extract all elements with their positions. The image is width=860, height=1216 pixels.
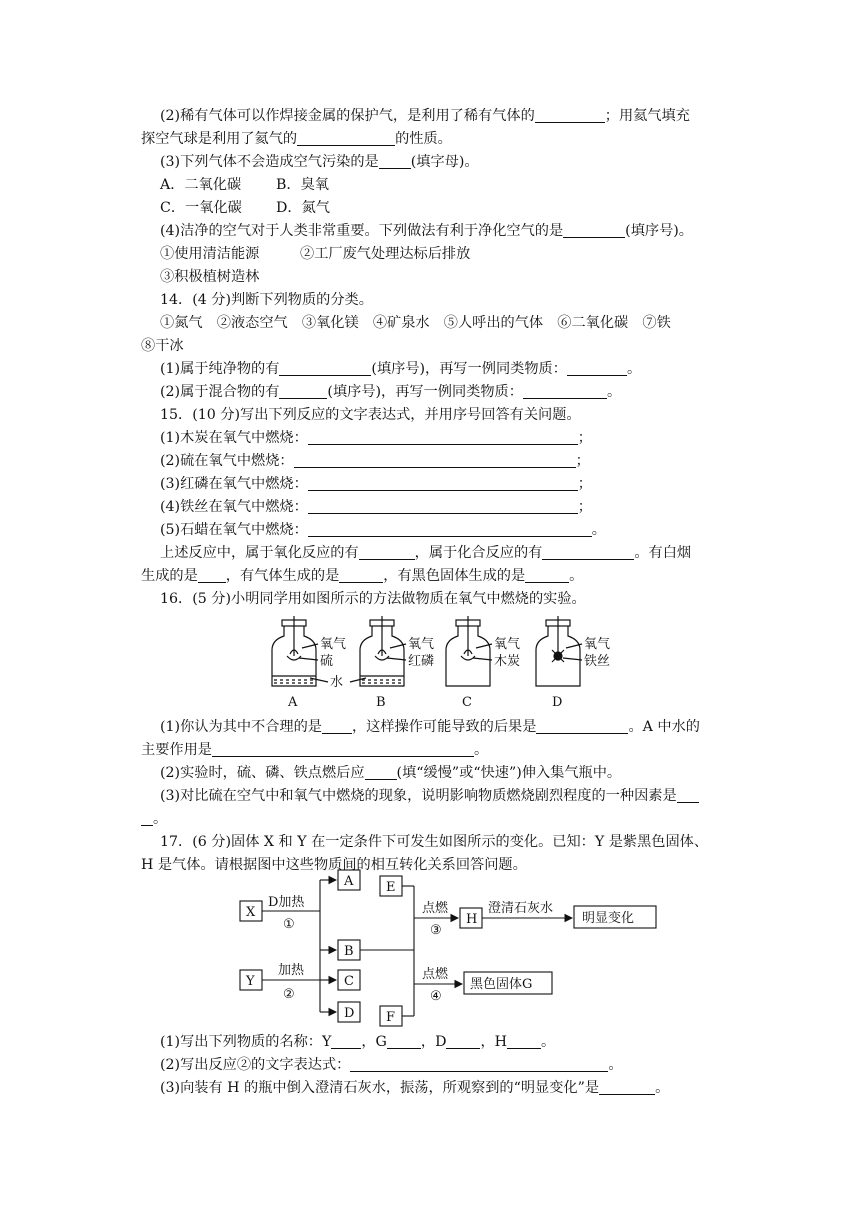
q13-options-cd: [160, 198, 330, 218]
answer-blank[interactable]: [294, 452, 576, 468]
option-d: D．氮气: [276, 200, 330, 216]
text: ⑧干冰: [141, 338, 184, 354]
q15-stem: [160, 405, 581, 425]
text: (填“缓慢”或“快速”)伸入集气瓶中。: [396, 765, 622, 781]
text: ，D: [420, 1034, 447, 1050]
label-step-4: ④: [430, 989, 442, 1004]
leader-line: [563, 658, 582, 660]
text: 生成的是: [141, 568, 198, 584]
answer-blank[interactable]: [365, 764, 397, 780]
label-sulfur: 硫: [320, 654, 334, 669]
text: 上述反应中，属于氧化反应的有: [160, 545, 359, 561]
text: (2)写出反应②的文字表达式：: [160, 1057, 351, 1073]
label-d: D: [552, 695, 563, 710]
text: (4)铁丝在氧气中燃烧：: [160, 499, 308, 515]
text: (填字母)。: [410, 154, 479, 170]
question-stem: 14．(4 分)判断下列物质的分类。: [160, 292, 373, 308]
text: (4)洁净的空气对于人类非常重要。下列做法有利于净化空气的是: [160, 223, 564, 239]
q16-line-3: [160, 786, 699, 806]
answer-blank[interactable]: [331, 1033, 361, 1049]
text: 探空气球是利用了氦气的: [141, 131, 298, 147]
text: (3)下列气体不会造成空气污染的是: [160, 154, 379, 170]
text: ；用氦气填充: [604, 108, 690, 124]
label-c: C: [344, 974, 354, 989]
reaction-flow-diagram: [236, 866, 666, 1030]
option-b: B．臭氧: [276, 177, 329, 193]
label-oxygen: 氧气: [584, 637, 611, 652]
answer-blank[interactable]: [507, 1033, 541, 1049]
text: (2)稀有气体可以作焊接金属的保护气，是利用了稀有气体的: [160, 108, 535, 124]
answer-blank[interactable]: [446, 1033, 480, 1049]
label-step-3: ③: [430, 923, 442, 938]
label-charcoal: 木炭: [494, 654, 521, 669]
q16-line-1: [160, 717, 700, 737]
answer-blank[interactable]: [339, 567, 383, 583]
text: 。: [608, 1057, 623, 1073]
text: ，有气体生成的是: [225, 568, 340, 584]
spoon: [375, 656, 389, 660]
text: (2)硫在氧气中燃烧：: [160, 453, 294, 469]
text: 。: [153, 811, 168, 827]
text: 。: [591, 522, 606, 538]
text: ，有黑色固体生成的是: [383, 568, 526, 584]
label-d: D: [344, 1006, 355, 1021]
text: 。: [569, 568, 584, 584]
text: ，属于化合反应的有: [414, 545, 543, 561]
spoon: [287, 656, 301, 660]
label-limewater: 澄清石灰水: [488, 901, 554, 916]
label-b: B: [344, 944, 354, 959]
answer-blank[interactable]: [322, 718, 352, 734]
option-c: C．一氧化碳: [160, 200, 242, 216]
jar-a: [272, 616, 346, 710]
text: (填序号)。: [625, 223, 693, 239]
q13-options-3: [160, 267, 259, 287]
q15-r1: [160, 428, 592, 448]
question-stem: 17．(6 分)固体 X 和 Y 在一定条件下可发生如图所示的变化。已知：Y 是紫黑色固体、: [160, 834, 709, 850]
label-oxygen: 氧气: [408, 637, 435, 652]
leader-line: [387, 658, 406, 660]
q15-r5: [160, 520, 606, 540]
label-red-phosphorus: 红磷: [408, 654, 435, 669]
q14-line-2: [160, 382, 621, 402]
label-d-heat: D加热: [268, 895, 305, 910]
answer-blank[interactable]: [523, 383, 607, 399]
answer-blank[interactable]: [308, 475, 578, 491]
leader-line: [473, 658, 492, 660]
answer-blank[interactable]: [308, 498, 578, 514]
answer-blank[interactable]: [308, 521, 592, 537]
text: 。: [541, 1034, 556, 1050]
text: (填序号)，再写一例同类物质：: [371, 361, 567, 377]
q15-summary-b: [141, 566, 583, 586]
answer-blank[interactable]: [599, 1079, 655, 1095]
text: ；: [577, 476, 592, 492]
q16-stem: [160, 589, 586, 609]
text: ；: [577, 499, 592, 515]
answer-blank[interactable]: [535, 107, 605, 123]
answer-blank[interactable]: [297, 130, 395, 146]
answer-blank[interactable]: [279, 383, 327, 399]
answer-blank[interactable]: [379, 153, 411, 169]
q15-r2: [160, 451, 590, 471]
text: (1)木炭在氧气中燃烧：: [160, 430, 308, 446]
text: (2)属于混合物的有: [160, 384, 280, 400]
label-ignite: 点燃: [422, 901, 449, 916]
answer-blank[interactable]: [198, 567, 226, 583]
text: ①氮气 ②液态空气 ③氧化镁 ④矿泉水 ⑤人呼出的气体 ⑥二氧化碳 ⑦铁: [160, 315, 671, 331]
text: 主要作用是: [141, 742, 212, 758]
label-heat: 加热: [278, 963, 305, 978]
text: 。: [606, 384, 622, 400]
label-h: H: [466, 912, 478, 927]
label-a: A: [344, 874, 354, 889]
option-2: ②工厂废气处理达标后排放: [300, 246, 471, 262]
label-a: A: [288, 695, 298, 710]
text: (3)红磷在氧气中燃烧：: [160, 476, 308, 492]
q13-options-12: [160, 244, 470, 264]
question-stem: 16．(5 分)小明同学用如图所示的方法做物质在氧气中燃烧的实验。: [160, 591, 586, 607]
answer-blank[interactable]: [525, 567, 569, 583]
answer-blank[interactable]: [350, 1056, 608, 1072]
q14-items-b: [141, 336, 184, 356]
label-black-g: 黑色固体G: [470, 977, 533, 992]
label-step-2: ②: [283, 987, 295, 1002]
text: 的性质。: [395, 131, 452, 147]
q13-options-ab: [160, 175, 329, 195]
q14-items-a: [160, 313, 671, 333]
option-1: ①使用清洁能源: [160, 246, 260, 262]
text: (1)你认为其中不合理的是: [160, 719, 322, 735]
text: 。: [626, 361, 642, 377]
text: 。: [655, 1080, 670, 1096]
q17-stem-a: [160, 832, 708, 852]
label-ignite: 点燃: [422, 967, 449, 982]
q14-stem: [160, 290, 373, 310]
text: ，G: [361, 1034, 387, 1050]
option-3: ③积极植树造林: [160, 269, 260, 285]
label-f: F: [386, 1010, 396, 1025]
text: ，H: [480, 1034, 508, 1050]
text: (填序号)，再写一例同类物质：: [327, 384, 523, 400]
text: (2)实验时，硫、磷、铁点燃后应: [160, 765, 365, 781]
spoon: [461, 656, 475, 660]
answer-blank[interactable]: [387, 1033, 421, 1049]
label-y: Y: [246, 974, 255, 989]
text: (1)属于纯净物的有: [160, 361, 280, 377]
option-a: A．二氧化碳: [160, 177, 242, 193]
label-c: C: [462, 695, 472, 710]
jar-b: [360, 616, 434, 710]
q16-line-3b: [141, 809, 167, 829]
answer-blank[interactable]: [359, 544, 415, 560]
text: (1)写出下列物质的名称：Y: [160, 1034, 332, 1050]
answer-blank[interactable]: [542, 544, 634, 560]
label-iron-wire: 铁丝: [584, 654, 611, 669]
jar-d: [536, 616, 610, 710]
text: 。A 中水的: [628, 719, 700, 735]
label-step-1: ①: [283, 917, 295, 932]
label-oxygen: 氧气: [494, 637, 521, 652]
answer-blank[interactable]: [141, 810, 153, 826]
q17-line-1: [160, 1032, 555, 1052]
text: (5)石蜡在氧气中燃烧：: [160, 522, 308, 538]
text: ；: [575, 453, 590, 469]
q13-line-4: [160, 221, 693, 241]
text: ，这样操作可能导致的后果是: [351, 719, 537, 735]
label-change: 明显变化: [582, 911, 635, 926]
label-oxygen: 氧气: [320, 637, 347, 652]
q13-line-2: [160, 106, 690, 126]
text: 。有白烟: [634, 545, 692, 561]
answer-blank[interactable]: [212, 741, 474, 757]
jar-c: [446, 616, 520, 710]
leader-line: [299, 658, 318, 660]
q13-line-3: [160, 152, 479, 172]
q17-line-2: [160, 1055, 623, 1075]
answer-blank[interactable]: [563, 222, 625, 238]
label-water: 水: [330, 675, 344, 690]
q16-line-2: [160, 763, 621, 783]
question-stem: 15．(10 分)写出下列反应的文字表达式，并用序号回答有关问题。: [160, 407, 581, 423]
text: 。: [473, 742, 489, 758]
answer-blank[interactable]: [677, 787, 699, 803]
answer-blank[interactable]: [308, 429, 578, 445]
text: H 是气体。请根据图中这些物质间的相互转化关系回答问题。: [141, 857, 527, 873]
q14-line-1: [160, 359, 641, 379]
label-b: B: [376, 695, 386, 710]
answer-blank[interactable]: [279, 360, 371, 376]
q15-r4: [160, 497, 592, 517]
label-e: E: [386, 880, 396, 895]
q15-summary-a: [160, 543, 691, 563]
q17-line-3: [160, 1078, 669, 1098]
q16-line-1b: [141, 740, 488, 760]
q13-line-2b: [141, 129, 452, 149]
text: (3)对比硫在空气中和氧气中燃烧的现象，说明影响物质燃烧剧烈程度的一种因素是: [160, 788, 677, 804]
q15-r3: [160, 474, 592, 494]
text: ；: [577, 430, 592, 446]
label-x: X: [246, 905, 256, 920]
combustion-jars-figure: [266, 616, 626, 714]
answer-blank[interactable]: [536, 718, 628, 734]
answer-blank[interactable]: [567, 360, 627, 376]
text: (3)向装有 H 的瓶中倒入澄清石灰水，振荡，所观察到的“明显变化”是: [160, 1080, 600, 1096]
